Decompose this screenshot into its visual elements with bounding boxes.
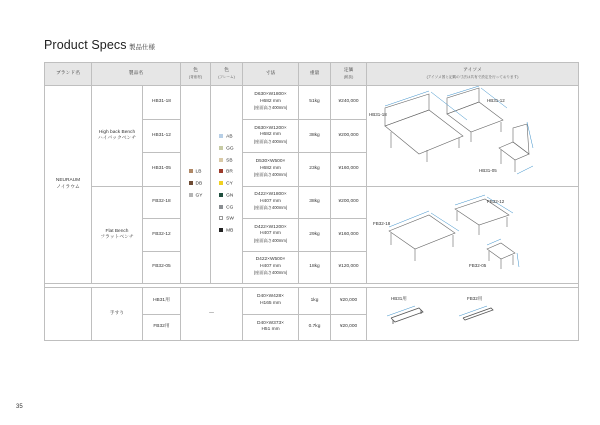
- header-price: 定価 (税抜): [331, 63, 367, 86]
- color-swatch: [219, 205, 223, 209]
- frame-color-list: [211, 86, 243, 284]
- weight-cell: 0.7kg: [299, 314, 331, 341]
- price-cell: ¥20,000: [331, 288, 367, 315]
- code-cell: FB32-12: [143, 219, 181, 251]
- handrail-drawing: [367, 288, 577, 340]
- iso-label-hb31-12: HB31-12: [487, 98, 505, 103]
- price-cell: ¥160,000: [331, 153, 367, 187]
- weight-cell: 29kg: [299, 219, 331, 251]
- code-cell: HB31-18: [143, 86, 181, 120]
- header-isometric: アイソメ (アイソメ図と記載の寸法は共有で設定を行っております): [367, 63, 579, 86]
- code-cell: HB31-05: [143, 153, 181, 187]
- color-swatch: [189, 193, 193, 197]
- seat-color-list: [181, 86, 211, 284]
- price-cell: ¥200,000: [331, 187, 367, 219]
- frame-color-item: GG: [219, 146, 234, 153]
- iso-label-hb31-rail: HB31用: [391, 296, 407, 301]
- color-swatch: [219, 216, 223, 220]
- weight-cell: 38kg: [299, 187, 331, 219]
- frame-color-item: GN: [219, 193, 234, 200]
- dimensions-cell: D630×W1800× H682 mm (座面高さ400mm): [243, 86, 299, 120]
- weight-cell: 23kg: [299, 153, 331, 187]
- price-cell: ¥200,000: [331, 119, 367, 153]
- isometric-handrail: [367, 288, 579, 341]
- price-cell: ¥240,000: [331, 86, 367, 120]
- iso-label-fb32-rail: FB32用: [467, 296, 483, 301]
- iso-label-fb32-05: FB32-05: [469, 263, 487, 268]
- brand-cell: NEURAUM ノイラウム: [45, 86, 92, 284]
- table-row: [45, 187, 579, 219]
- header-product: 製品名: [92, 63, 181, 86]
- iso-label-hb31-05: HB31-05: [479, 168, 497, 173]
- header-dimensions: 寸法: [243, 63, 299, 86]
- dimensions-cell: D630×W1200× H682 mm (座面高さ400mm): [243, 119, 299, 153]
- color-swatch: [219, 193, 223, 197]
- color-swatch: [219, 169, 223, 173]
- weight-cell: 51kg: [299, 86, 331, 120]
- group-cell-high-back: High back Bench ハイバックベンチ: [92, 86, 143, 187]
- color-swatch: [219, 146, 223, 150]
- brand-cell-empty: [45, 288, 92, 341]
- frame-color-item: CG: [219, 205, 234, 212]
- frame-color-item: CY: [219, 181, 234, 188]
- weight-cell: 1kg: [299, 288, 331, 315]
- frame-color-item: SB: [219, 158, 234, 165]
- flat-bench-drawing: [367, 187, 577, 283]
- iso-label-hb31-18: HB31-18: [369, 112, 387, 117]
- page-number: 35: [16, 404, 23, 410]
- price-cell: ¥120,000: [331, 251, 367, 283]
- page-title: Product Specs: [44, 38, 127, 52]
- seat-color-item: LB: [189, 169, 203, 176]
- header-brand: ブランド名: [45, 63, 92, 86]
- handrail-color-cell: —: [181, 288, 243, 341]
- color-swatch: [219, 134, 223, 138]
- group-cell-handrail: 手すり: [92, 288, 143, 341]
- code-cell: FB32-18: [143, 187, 181, 219]
- price-cell: ¥20,000: [331, 314, 367, 341]
- header-color-frame: 色 (フレーム): [211, 63, 243, 86]
- dimensions-cell: D530×W500× H682 mm (座面高さ400mm): [243, 153, 299, 187]
- weight-cell: 18kg: [299, 251, 331, 283]
- dimensions-cell: D422×W500× H407 mm (座面高さ400mm): [243, 251, 299, 283]
- color-swatch: [219, 158, 223, 162]
- code-cell: HB31-12: [143, 119, 181, 153]
- table-row: [45, 288, 579, 315]
- high-back-bench-drawing: [367, 86, 577, 186]
- code-cell: FB32-05: [143, 251, 181, 283]
- group-cell-flat: Flat Bench フラットベンチ: [92, 187, 143, 284]
- color-swatch: [219, 228, 223, 232]
- color-swatch: [189, 181, 193, 185]
- table-row: [45, 86, 579, 120]
- dimensions-cell: D422×W1800× H407 mm (座面高さ400mm): [243, 187, 299, 219]
- frame-color-item: BR: [219, 169, 234, 176]
- header-row: [45, 63, 579, 86]
- frame-color-item: AB: [219, 134, 234, 141]
- dimensions-cell: D422×W1200× H407 mm (座面高さ400mm): [243, 219, 299, 251]
- isometric-flat: [367, 187, 579, 284]
- seat-color-item: DB: [189, 181, 203, 188]
- frame-color-item: MB: [219, 228, 234, 235]
- header-weight: 重量: [299, 63, 331, 86]
- price-cell: ¥160,000: [331, 219, 367, 251]
- color-swatch: [189, 169, 193, 173]
- iso-label-fb32-12: FB32-12: [487, 199, 505, 204]
- weight-cell: 38kg: [299, 119, 331, 153]
- iso-label-fb32-18: FB32-18: [373, 221, 391, 226]
- spec-table: [44, 62, 579, 341]
- dimensions-cell: D40×W373× H51 mm: [243, 314, 299, 341]
- frame-color-item: SW: [219, 216, 234, 223]
- code-cell: FB32用: [143, 314, 181, 341]
- seat-color-item: GY: [189, 193, 203, 200]
- header-color-seat: 色 (背座材): [181, 63, 211, 86]
- dimensions-cell: D40×W428× H165 mm: [243, 288, 299, 315]
- isometric-high-back: [367, 86, 579, 187]
- color-swatch: [219, 181, 223, 185]
- page-subtitle: 製品仕様: [129, 44, 155, 51]
- code-cell: HB31用: [143, 288, 181, 315]
